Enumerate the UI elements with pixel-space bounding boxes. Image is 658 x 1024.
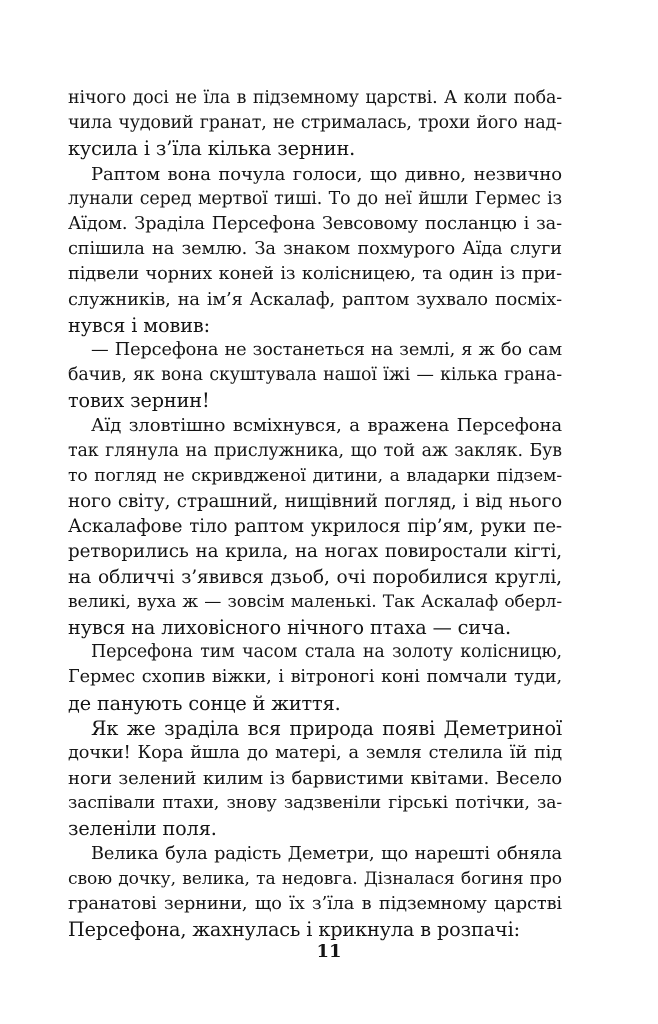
text-line: Раптом вона почула голоси, що дивно, незвично <box>91 163 562 185</box>
text-line: Персефона, жахнулась і крикнула в розпачі: <box>68 918 520 942</box>
text-line: спішила на землю. За знаком похмурого Аїда слуги <box>68 239 562 260</box>
text-line: служників, на ім’я Аскалаф, раптом зухвало посміх- <box>68 289 562 310</box>
text-line: Велика була радість Деметри, що нарешті обняла <box>91 843 562 864</box>
text-line: свою дочку, велика, та недовга. Дізналася богиня про <box>68 868 562 889</box>
text-line: Аскалафове тіло раптом укрилося пір’ям, руки пе- <box>68 516 562 538</box>
text-line: лунали серед мертвої тиші. То до неї йшли Гермес із <box>68 188 562 209</box>
body-text <box>68 86 562 942</box>
text-line: де панують сонце й життя. <box>68 691 341 715</box>
text-line: зеленіли поля. <box>68 817 217 841</box>
text-line: кусила і з’їла кілька зернин. <box>68 137 356 161</box>
text-line: Аїдом. Зраділа Персефона Зевсовому посланцю і за- <box>68 213 562 234</box>
text-line: гранатові зернини, що їх з’їла в підземному царстві <box>68 894 562 914</box>
text-line: чила чудовий гранат, не стрималась, трохи його над- <box>68 113 562 134</box>
text-line: ного світу, страшний, нищівний погляд, і від нього <box>68 491 562 512</box>
text-line: нувся на лиховісного нічного птаха — сича. <box>68 615 511 639</box>
text-line: Персефона тим часом стала на золоту колісницю, <box>91 642 562 663</box>
text-line: дочки! Кора йшла до матері, а земля стелила їй під <box>68 742 562 763</box>
text-line: підвели чорних коней із колісницею, та один із при- <box>68 264 562 285</box>
text-line: Аїд зловтішно всміхнувся, а вражена Персефона <box>91 415 562 437</box>
text-line: — Персефона не зостанеться на землі, я ж бо сам <box>91 339 562 360</box>
text-line: тових зернин! <box>68 389 210 413</box>
text-line: нічого досі не їла в підземному царстві. А коли поба- <box>68 88 562 108</box>
text-line: заспівали птахи, знову задзвеніли гірські потічки, за- <box>68 793 562 814</box>
text-line: ретворились на крила, на ногах повиростали кігті, <box>68 541 562 563</box>
text-line: нувся і мовив: <box>68 313 211 337</box>
page-number: 11 <box>316 941 342 962</box>
text-line: Гермес схопив віжки, і вітроногі коні помчали туди, <box>68 667 562 688</box>
text-line: бачив, як вона скуштувала нашої їжі — кілька грана- <box>68 365 562 386</box>
text-line: так глянула на прислужника, що той аж закляк. Був <box>68 440 562 461</box>
text-line: на обличчі з’явився дзьоб, очі поробилися круглі, <box>68 566 562 588</box>
text-line: великі, вуха ж — зовсім маленькі. Так Аскалаф оберл- <box>68 591 562 612</box>
text-line: то погляд не скривдженої дитини, а владарки підзем- <box>68 465 562 486</box>
text-line: ноги зелений килим із барвистими квітами. Весело <box>68 768 562 790</box>
text-line: Як же зраділа вся природа появі Деметриної <box>91 716 562 740</box>
